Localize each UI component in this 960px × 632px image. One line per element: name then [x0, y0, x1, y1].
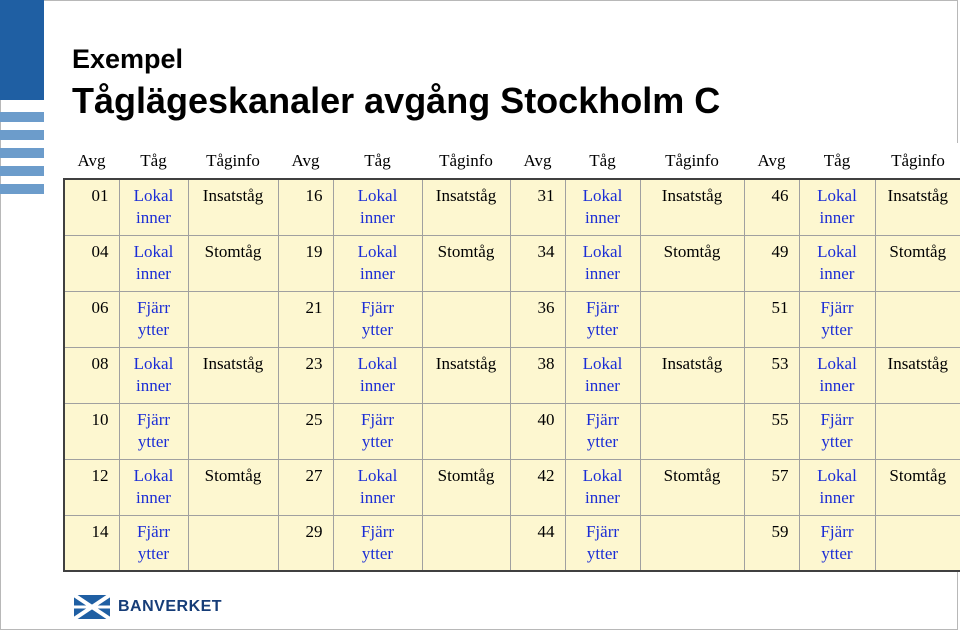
column-header: Avg [77, 150, 106, 170]
train-type-line: inner [136, 263, 171, 283]
train-info-cell: Stomtåg [422, 459, 510, 515]
train-type-line: Fjärr [585, 297, 620, 317]
train-type-line: Fjärr [820, 521, 854, 541]
train-type-line: Fjärr [820, 297, 854, 317]
train-type-line: inner [585, 487, 620, 507]
sidebar-stripe [0, 112, 44, 122]
train-info-cell: Insatståg [188, 179, 278, 235]
train-type-cell [799, 459, 875, 515]
sidebar-stripe [0, 130, 44, 140]
train-type-line: Fjärr [360, 297, 395, 317]
sidebar-stripe [0, 148, 44, 158]
departure-minute-cell: 25 [278, 403, 333, 459]
train-type-line: ytter [137, 543, 170, 563]
train-info-cell: Insatståg [422, 179, 510, 235]
banverket-flag-icon [74, 595, 110, 619]
departure-minute-cell: 44 [510, 515, 565, 571]
train-type-line: inner [585, 375, 620, 395]
train-type-line: inner [819, 263, 855, 283]
sidebar-stripe [0, 166, 44, 176]
table-header-row [64, 143, 960, 179]
train-type-cell [565, 347, 640, 403]
slide-title: Tåglägeskanaler avgång Stockholm C [72, 80, 721, 121]
train-info-cell: Insatståg [422, 347, 510, 403]
departure-minute-cell: 21 [278, 291, 333, 347]
train-type-line: inner [819, 487, 855, 507]
departure-minute-cell: 36 [510, 291, 565, 347]
train-type-line: ytter [586, 319, 619, 339]
train-type-line: Lokal [817, 186, 857, 205]
column-header: Tåginfo [891, 150, 945, 170]
departure-minute-cell: 29 [278, 515, 333, 571]
train-type-line: ytter [361, 431, 394, 451]
train-type-cell [119, 291, 188, 347]
train-type-cell [799, 403, 875, 459]
train-info-cell: Stomtåg [875, 235, 960, 291]
table-row [64, 459, 960, 515]
column-header: Avg [757, 150, 786, 170]
train-info-cell [640, 291, 744, 347]
departure-minute-cell: 14 [64, 515, 119, 571]
train-type-cell [333, 179, 422, 235]
train-type-line: Fjärr [136, 521, 171, 541]
train-type-line: Lokal [582, 186, 623, 205]
departure-minute-cell: 19 [278, 235, 333, 291]
sidebar-accent-bar [0, 0, 44, 100]
train-type-line: Lokal [133, 465, 174, 485]
train-info-cell: Insatståg [640, 347, 744, 403]
train-info-cell: Stomtåg [875, 459, 960, 515]
departure-minute-cell: 31 [510, 179, 565, 235]
departure-minute-cell: 51 [744, 291, 799, 347]
train-type-cell [333, 291, 422, 347]
train-type-line: Lokal [133, 353, 174, 373]
train-type-line: Fjärr [820, 409, 854, 429]
column-header: Tåginfo [439, 150, 493, 170]
train-type-cell [565, 235, 640, 291]
train-info-cell [422, 515, 510, 571]
departure-minute-cell: 40 [510, 403, 565, 459]
train-type-line: Lokal [357, 465, 398, 485]
train-type-line: inner [136, 208, 171, 227]
column-header: Avg [523, 150, 552, 170]
departure-minute-cell: 55 [744, 403, 799, 459]
train-type-line: ytter [137, 431, 170, 451]
table-row [64, 235, 960, 291]
departure-minute-cell: 06 [64, 291, 119, 347]
departure-minute-cell: 57 [744, 459, 799, 515]
column-header: Tåg [823, 150, 851, 170]
table-row [64, 291, 960, 347]
banverket-logo [74, 594, 222, 620]
train-info-cell [875, 515, 960, 571]
departure-minute-cell: 12 [64, 459, 119, 515]
train-type-line: Fjärr [585, 409, 620, 429]
train-type-line: Fjärr [360, 521, 395, 541]
train-info-cell [422, 291, 510, 347]
train-type-line: Lokal [817, 353, 857, 373]
slide-kicker: Exempel [72, 44, 184, 74]
train-type-line: ytter [586, 543, 619, 563]
train-type-cell [333, 459, 422, 515]
departure-minute-cell: 46 [744, 179, 799, 235]
train-info-cell [422, 403, 510, 459]
train-info-cell: Insatståg [188, 347, 278, 403]
departure-minute-cell: 23 [278, 347, 333, 403]
train-type-line: inner [360, 263, 395, 283]
train-type-cell [119, 235, 188, 291]
train-info-cell [188, 515, 278, 571]
departure-table [63, 143, 960, 572]
departure-minute-cell: 01 [64, 179, 119, 235]
logo-text: BANVERKET [118, 598, 223, 615]
table-body [64, 179, 960, 571]
train-type-line: inner [360, 375, 395, 395]
train-type-line: Fjärr [585, 521, 620, 541]
train-type-cell [119, 403, 188, 459]
train-type-line: ytter [821, 319, 853, 339]
train-type-cell [119, 515, 188, 571]
train-type-line: Fjärr [136, 409, 171, 429]
train-type-line: inner [585, 208, 620, 227]
train-info-cell: Stomtåg [188, 235, 278, 291]
departure-minute-cell: 27 [278, 459, 333, 515]
train-info-cell: Stomtåg [640, 235, 744, 291]
train-type-line: Lokal [133, 186, 174, 205]
train-info-cell [188, 291, 278, 347]
departure-minute-cell: 34 [510, 235, 565, 291]
train-type-line: inner [360, 487, 395, 507]
train-type-cell [565, 515, 640, 571]
train-type-line: Lokal [582, 465, 623, 485]
train-type-line: ytter [821, 431, 853, 451]
train-info-cell [640, 515, 744, 571]
sidebar-stripe [0, 184, 44, 194]
train-type-line: inner [819, 375, 855, 395]
departure-minute-cell: 53 [744, 347, 799, 403]
train-info-cell: Stomtåg [422, 235, 510, 291]
train-type-cell [119, 347, 188, 403]
train-type-line: Lokal [357, 241, 398, 261]
train-type-line: Lokal [357, 186, 398, 205]
train-info-cell: Insatståg [640, 179, 744, 235]
train-type-cell [333, 235, 422, 291]
train-type-line: Lokal [582, 353, 623, 373]
column-header: Avg [291, 150, 320, 170]
train-type-cell [333, 347, 422, 403]
table-row [64, 347, 960, 403]
train-info-cell: Stomtåg [640, 459, 744, 515]
train-type-line: Fjärr [136, 297, 171, 317]
train-type-line: Lokal [133, 241, 174, 261]
train-type-cell [565, 179, 640, 235]
train-type-cell [565, 291, 640, 347]
train-info-cell [188, 403, 278, 459]
departure-minute-cell: 04 [64, 235, 119, 291]
train-type-line: ytter [821, 543, 853, 563]
train-type-line: Lokal [817, 241, 857, 261]
train-type-cell [799, 235, 875, 291]
train-info-cell [640, 403, 744, 459]
column-header: Tåg [364, 150, 391, 170]
table-row [64, 515, 960, 571]
train-type-line: inner [819, 208, 855, 227]
train-type-line: ytter [361, 319, 394, 339]
train-type-cell [333, 403, 422, 459]
train-type-cell [799, 291, 875, 347]
train-type-line: ytter [137, 319, 170, 339]
departure-minute-cell: 10 [64, 403, 119, 459]
column-header: Tåg [589, 150, 616, 170]
train-type-line: Lokal [582, 241, 623, 261]
train-type-line: Lokal [357, 353, 398, 373]
departure-table-wrapper [63, 143, 948, 572]
table-row [64, 179, 960, 235]
train-type-line: Fjärr [360, 409, 395, 429]
departure-minute-cell: 38 [510, 347, 565, 403]
train-type-line: inner [136, 375, 171, 395]
column-header: Tåg [140, 150, 167, 170]
departure-minute-cell: 42 [510, 459, 565, 515]
train-info-cell [875, 291, 960, 347]
table-row [64, 403, 960, 459]
train-info-cell: Insatståg [875, 179, 960, 235]
train-type-cell [799, 179, 875, 235]
column-header: Tåginfo [206, 150, 260, 170]
train-type-line: ytter [361, 543, 394, 563]
departure-minute-cell: 08 [64, 347, 119, 403]
train-info-cell [875, 403, 960, 459]
train-type-cell [799, 347, 875, 403]
train-type-cell [119, 179, 188, 235]
train-type-cell [799, 515, 875, 571]
train-type-line: ytter [586, 431, 619, 451]
train-type-line: inner [360, 208, 395, 227]
departure-minute-cell: 49 [744, 235, 799, 291]
train-info-cell: Insatståg [875, 347, 960, 403]
train-type-cell [333, 515, 422, 571]
train-type-cell [565, 403, 640, 459]
train-type-line: Lokal [817, 465, 857, 485]
train-type-cell [119, 459, 188, 515]
train-type-line: inner [136, 487, 171, 507]
train-type-cell [565, 459, 640, 515]
departure-minute-cell: 16 [278, 179, 333, 235]
train-info-cell: Stomtåg [188, 459, 278, 515]
departure-minute-cell: 59 [744, 515, 799, 571]
train-type-line: inner [585, 263, 620, 283]
column-header: Tåginfo [665, 150, 719, 170]
